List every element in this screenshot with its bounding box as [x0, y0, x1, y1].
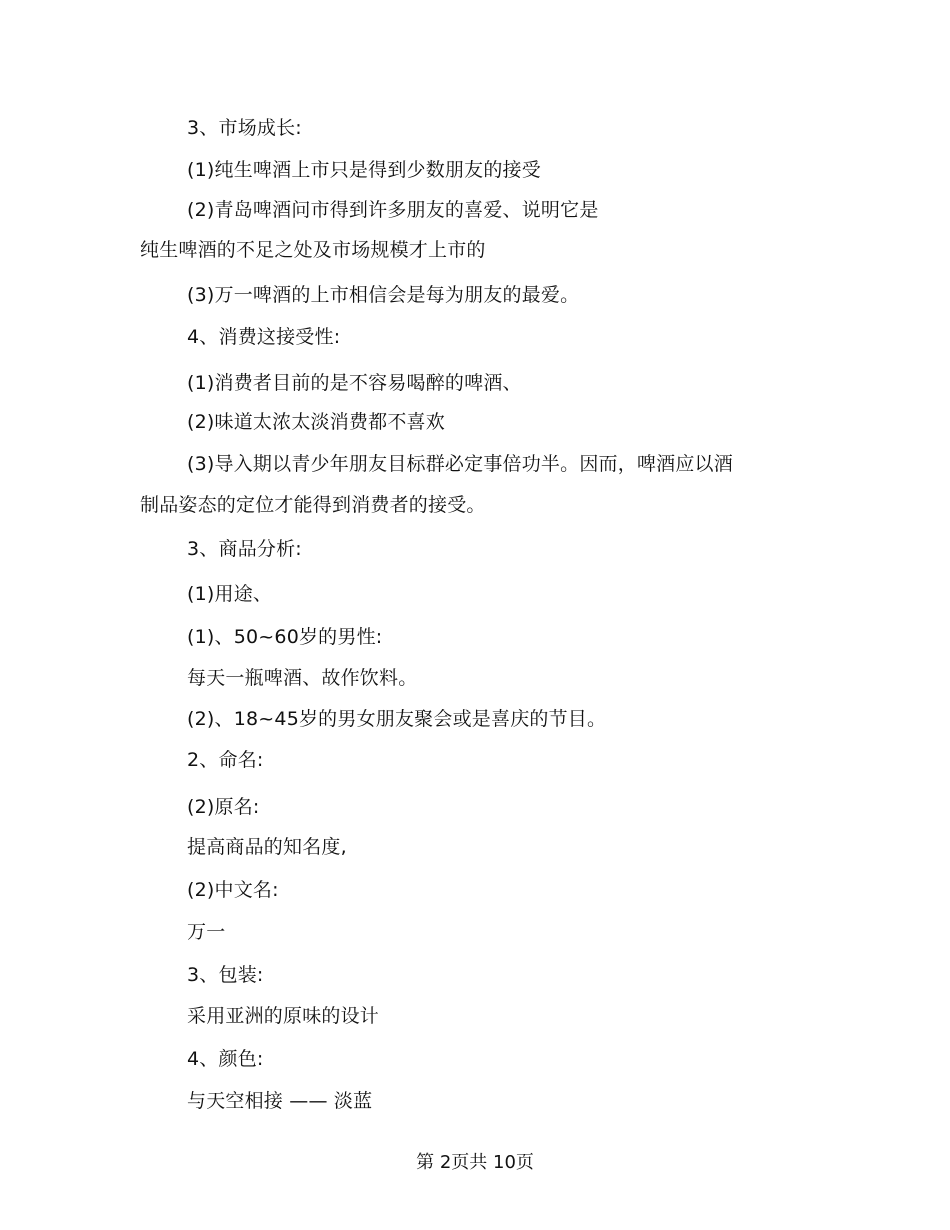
paragraph-line: (2)青岛啤酒问市得到许多朋友的喜爱、说明它是 [187, 199, 599, 221]
paragraph-line: (1)用途、 [187, 583, 273, 605]
paragraph-line: (2)、18~45岁的男女朋友聚会或是喜庆的节目。 [187, 708, 607, 730]
paragraph-line: (2)原名: [187, 796, 260, 818]
section-heading-market-growth: 3、市场成长: [187, 117, 302, 139]
paragraph-line: 万一 [187, 921, 226, 943]
section-heading-color: 4、颜色: [187, 1048, 264, 1070]
paragraph-line: (2)味道太浓太淡消费都不喜欢 [187, 411, 445, 433]
page-number-footer: 第 2页共 10页 [416, 1152, 534, 1173]
paragraph-line: (1)、50~60岁的男性: [187, 626, 383, 648]
paragraph-line: (3)万一啤酒的上市相信会是每为朋友的最爱。 [187, 284, 580, 306]
paragraph-line: (3)导入期以青少年朋友目标群必定事倍功半。因而，啤酒应以酒 [187, 453, 733, 475]
paragraph-line: (1)消费者目前的是不容易喝醉的啤酒、 [187, 372, 522, 394]
section-heading-packaging: 3、包装: [187, 964, 264, 986]
paragraph-line: (2)中文名: [187, 879, 279, 901]
paragraph-line: (1)纯生啤酒上市只是得到少数朋友的接受 [187, 159, 541, 181]
paragraph-line: 纯生啤酒的不足之处及市场规模才上市的 [140, 239, 486, 261]
paragraph-line: 每天一瓶啤酒、故作饮料。 [187, 667, 418, 689]
paragraph-line: 提高商品的知名度, [187, 836, 347, 858]
paragraph-line: 制品姿态的定位才能得到消费者的接受。 [140, 494, 486, 516]
section-heading-consumer-acceptance: 4、消费这接受性: [187, 326, 341, 348]
section-heading-product-analysis: 3、商品分析: [187, 538, 302, 560]
section-heading-naming: 2、命名: [187, 749, 264, 771]
paragraph-line: 采用亚洲的原味的设计 [187, 1005, 380, 1027]
paragraph-line: 与天空相接 —— 淡蓝 [187, 1090, 373, 1112]
